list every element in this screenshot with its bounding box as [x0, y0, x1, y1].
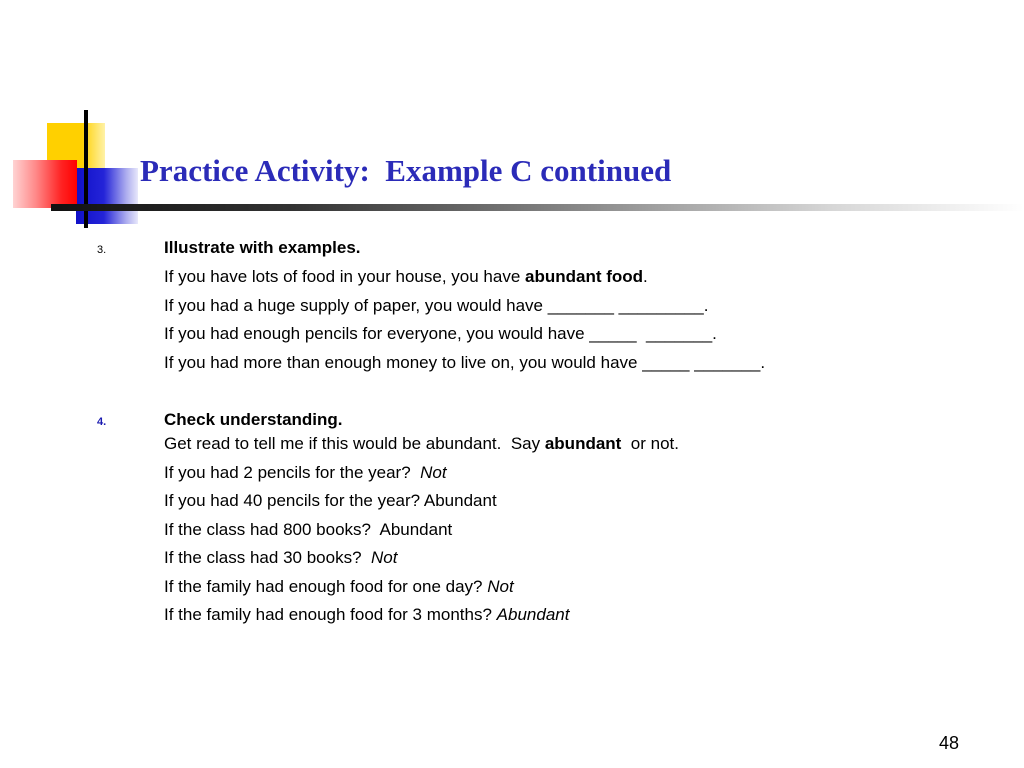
intro-end: or not.: [621, 434, 679, 453]
page-number: 48: [939, 733, 960, 753]
title-underline: [51, 204, 1024, 211]
section-3-number: 3.: [97, 244, 107, 256]
question-6: [164, 605, 569, 625]
decor-red-square: [13, 160, 77, 208]
line-1-text: If you have lots of food in your house, you have: [164, 267, 526, 286]
question-1: [164, 463, 447, 483]
line-1-end: .: [643, 267, 648, 286]
question-1-text: If you had 2 pencils for the year?: [164, 463, 421, 482]
question-2: If you had 40 pencils for the year? Abundant: [164, 491, 497, 510]
question-5: [164, 577, 514, 597]
section-3-line-4: If you had more than enough money to live on, you would have _____ _______.: [164, 353, 766, 372]
intro-bold: abundant: [544, 434, 622, 453]
section-3-line-2: If you had a huge supply of paper, you would have _______ _________.: [164, 296, 709, 315]
question-1-answer: Not: [420, 463, 447, 482]
slide-title: Practice Activity: Example C continued: [140, 153, 672, 188]
section-4-number: 4.: [97, 416, 107, 428]
question-5-answer: Not: [487, 577, 514, 596]
line-1-bold: abundant food: [525, 267, 644, 286]
section-3-line-1: [164, 267, 648, 287]
section-3-heading: Illustrate with examples.: [164, 238, 361, 257]
question-4-answer: Not: [370, 548, 398, 567]
question-6-answer: Abundant: [496, 605, 570, 624]
section-3-line-3: If you had enough pencils for everyone, you would have _____ _______.: [164, 324, 717, 343]
section-4-intro: [164, 434, 679, 454]
question-6-text: If the family had enough food for 3 months?: [164, 605, 497, 624]
intro-text: Get read to tell me if this would be abundant. Say: [164, 434, 545, 453]
question-3: If the class had 800 books? Abundant: [164, 520, 453, 539]
section-4-heading: Check understanding.: [164, 410, 343, 429]
question-4: [164, 548, 397, 568]
question-4-text: If the class had 30 books?: [164, 548, 371, 567]
question-5-text: If the family had enough food for one day?: [164, 577, 488, 596]
